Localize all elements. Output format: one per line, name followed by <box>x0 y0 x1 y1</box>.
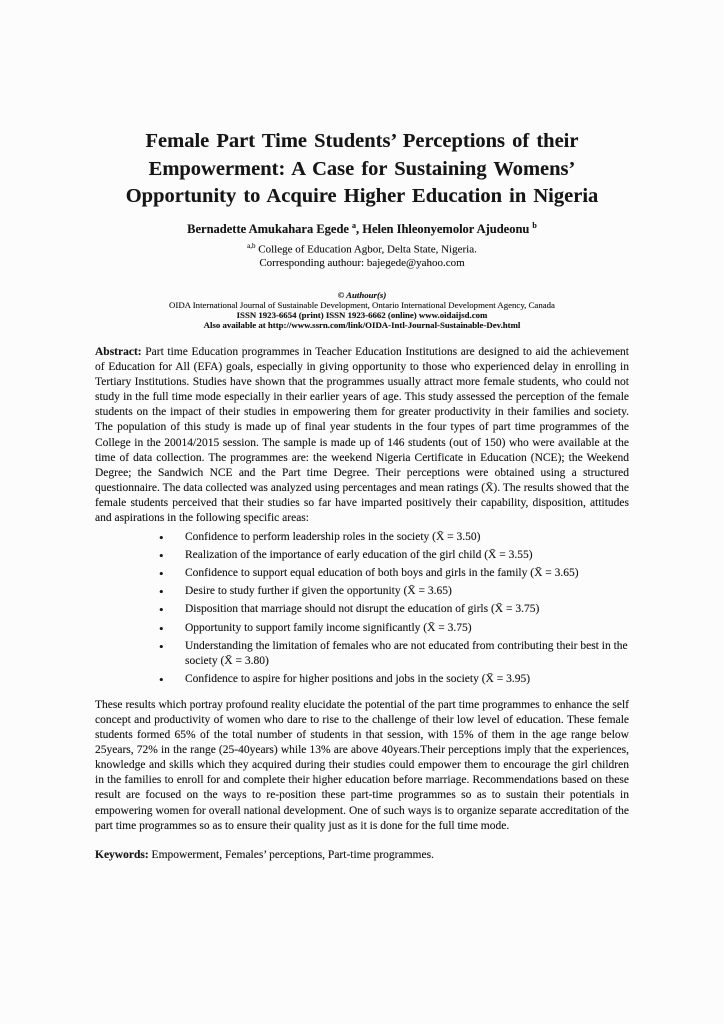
author-separator: , <box>355 221 363 236</box>
abstract-bullet-item: • Realization of the importance of early education of the girl child (X̄ = 3.55) <box>159 548 629 563</box>
abstract-bullet-item: • Confidence to aspire for higher positions and jobs in the society (X̄ = 3.95) <box>159 672 629 687</box>
copyright-line: © Authour(s) <box>337 290 387 301</box>
abstract-bullet-item: • Confidence to support equal education of both boys and girls in the family (X̄ = 3.65) <box>159 566 629 581</box>
author-2-name: Helen Ihleonyemolor Ajudeonu <box>362 221 530 236</box>
abstract-paragraph <box>95 345 629 526</box>
author-1-name: Bernadette Amukahara Egede <box>187 221 349 236</box>
abstract-bullet-item: • Confidence to perform leadership roles in the society (X̄ = 3.50) <box>159 530 629 545</box>
affiliation-text: College of Education Agbor, Delta State, Nigeria. <box>258 243 477 256</box>
title-line-1: Female Part Time Students’ Perceptions of their <box>145 130 579 152</box>
availability-line: Also available at http://www.ssrn.com/link/OIDA-Intl-Journal-Sustainable-Dev.html <box>203 320 521 331</box>
affiliation-line <box>95 240 629 257</box>
abstract-intro-text: Part time Education programmes in Teacher Education Institutions are designed to aid the achievement of Education for All (EFA) goals, especially in giving opportunity to those who experienced delay in enrolling in Tertiary Institutions. Studies have shown that the programmes usually attract more female students, who could not study in the full time mode especially in their earlier years of age. This study assessed the perception of the female students on the impact of their studies in empowering them for greater productivity in their families and society. The population of this study is made up of final year students in the four types of part time programmes of the College in the 20014/2015 session. The sample is made up of 146 students (out of 150) who were available at the time of data collection. The programmes are: the weekend Nigeria Certificate in Education (NCE); the Weekend Degree; the Sandwich NCE and the Part time Degree. Their perceptions were obtained using a structured questionnaire. The data collected was analyzed using percentages and mean ratings (X̄). The results showed that the female students perceived that their studies so far have imparted positively their capability, disposition, attitudes and aspirations in the following specific areas: <box>95 345 629 524</box>
author-1-superscript: a <box>351 220 356 230</box>
journal-imprint-block <box>95 291 629 331</box>
paper-title <box>95 128 629 211</box>
issn-line: ISSN 1923-6654 (print) ISSN 1923-6662 (online) www.oidaijsd.com <box>236 310 488 321</box>
abstract-bullet-item: • Understanding the limitation of females who are not educated from contributing their best in the society (X̄ = 3.80) <box>159 639 629 669</box>
title-line-3: Opportunity to Acquire Higher Education in Nigeria <box>125 185 599 207</box>
title-line-2: Empowerment: A Case for Sustaining Womens’ <box>148 157 576 180</box>
corresponding-author-line: Corresponding authour: bajegede@yahoo.com <box>259 257 465 270</box>
abstract-label: Abstract: <box>95 345 142 358</box>
abstract-bullet-item: • Disposition that marriage should not disrupt the education of girls (X̄ = 3.75) <box>159 602 629 617</box>
abstract-bullet-item: • Desire to study further if given the opportunity (X̄ = 3.65) <box>159 584 629 599</box>
keywords-line <box>95 848 629 863</box>
keywords-label: Keywords: <box>95 848 149 861</box>
journal-name-line: OIDA International Journal of Sustainable Development, Ontario International Development Agency, Canada <box>169 300 555 311</box>
abstract-bullet-list <box>159 530 629 687</box>
author-2-superscript: b <box>532 220 537 230</box>
abstract-conclusion-paragraph: These results which portray profound reality elucidate the potential of the part time programmes to enhance the self concept and productivity of women who dare to rise to the challenge of their low level of education. These female students formed 65% of the total number of students in that session, with 15% of them in the age range below 25years, 72% in the range (25-40years) while 13% are above 40years.Their perceptions imply that the experiences, knowledge and skills which they acquired during their studies could empower them to encourage the girl children in the families to enroll for and complete their higher education before marriage. Recommendations based on these result are focused on the ways to re-position these part-time programmes so as to sustain their potentials in empowering women for overall national development. One of such ways is to organize separate accreditation of the part time programmes so as to ensure their quality just as it is done for the full time mode. <box>95 698 629 832</box>
abstract-bullet-item: • Opportunity to support family income significantly (X̄ = 3.75) <box>159 621 629 636</box>
keywords-text: Empowerment, Females’ perceptions, Part-time programmes. <box>148 848 434 861</box>
authors-line <box>95 221 629 237</box>
affiliation-superscript: a,b <box>247 241 256 250</box>
